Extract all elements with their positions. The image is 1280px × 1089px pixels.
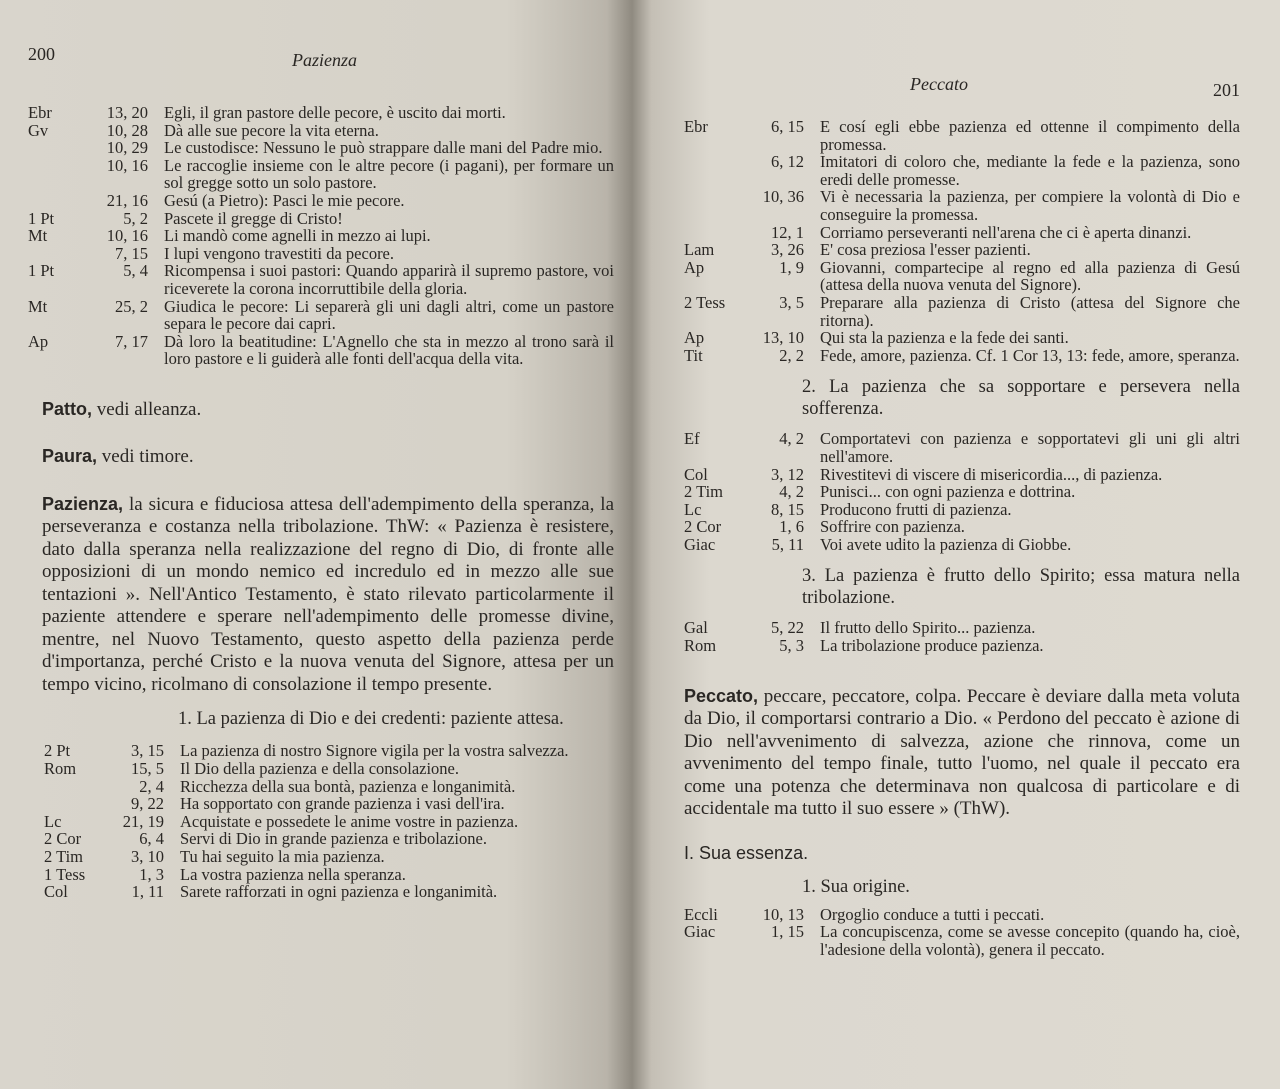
reference-book: Gal (684, 618, 708, 638)
reference-verse: 2, 2 (779, 345, 804, 365)
reference-list (28, 104, 614, 368)
reference-book: Giac (684, 534, 716, 554)
entry-text: vedi timore. (97, 446, 194, 468)
entry-patto (42, 398, 614, 422)
reference-text: Il frutto dello Spirito... pazienza. (820, 618, 1036, 638)
page-number: 201 (1213, 80, 1240, 100)
reference-book: Ap (28, 331, 49, 351)
reference-verse: 3, 15 (131, 741, 164, 761)
reference-list (28, 742, 614, 900)
reference-book: 2 Tess (684, 292, 726, 312)
reference-verse: 6, 15 (771, 117, 804, 136)
entry-head: Paura, (42, 446, 98, 467)
reference-verse: 9, 22 (131, 794, 164, 814)
reference-list (684, 430, 1240, 553)
reference-book: Ap (684, 328, 705, 348)
reference-list (684, 906, 1240, 959)
reference-book: Eccli (684, 904, 718, 924)
reference-book (28, 245, 80, 263)
reference-verse: 10, 36 (762, 187, 804, 207)
entry-text: vedi alleanza. (92, 398, 202, 420)
reference-text: Punisci... con ogni pazienza e dottrina. (820, 482, 1076, 502)
reference-verse: 3, 26 (771, 240, 804, 260)
reference-book (28, 157, 80, 192)
reference-book: 1 Pt (28, 208, 55, 228)
reference-text: La concupiscenza, come se avesse concepito (quando ha, cioè, l'adesione della volontà), genera il peccato. (820, 922, 1240, 959)
entry-pazienza (42, 493, 614, 697)
reference-verse: 10, 29 (106, 138, 148, 158)
reference-text: Imitatori di coloro che, mediante la fede e la pazienza, sono eredi delle promesse. (820, 152, 1240, 189)
reference-verse: 3, 10 (131, 846, 164, 866)
reference-book: 2 Tim (44, 846, 83, 866)
page-header (684, 68, 1240, 98)
reference-verse: 6, 12 (771, 152, 804, 172)
reference-book (28, 192, 80, 210)
reference-book (684, 188, 736, 223)
reference-verse: 21, 16 (106, 190, 148, 210)
reference-text: Rivestitevi di viscere di misericordia..., di pazienza. (820, 464, 1163, 484)
reference-verse: 3, 5 (779, 292, 804, 312)
reference-text: Dà loro la beatitudine: L'Agnello che sta in mezzo al trono sarà il loro pastore e li guiderà alle fonti dell'acqua della vita. (164, 331, 614, 369)
page-header (28, 44, 614, 74)
reference-verse: 15, 5 (131, 759, 164, 778)
reference-text: Li mandò come agnelli in mezzo ai lupi. (164, 226, 431, 246)
reference-text: La vostra pazienza nella speranza. (180, 864, 406, 884)
reference-verse: 5, 2 (123, 208, 148, 228)
entry-peccato (684, 685, 1240, 821)
reference-book: Lc (684, 499, 702, 519)
reference-text: Ricchezza della sua bontà, pazienza e longanimità. (180, 776, 516, 796)
reference-text: Gesú (a Pietro): Pasci le mie pecore. (164, 190, 405, 210)
reference-book: Lc (44, 811, 62, 831)
reference-text: Voi avete udito la pazienza di Giobbe. (820, 534, 1072, 554)
reference-book (28, 139, 80, 157)
reference-text: Ha sopportato con grande pazienza i vasi dell'ira. (180, 794, 505, 814)
reference-verse: 25, 2 (115, 296, 148, 316)
reference-book: Gv (28, 120, 49, 140)
reference-verse: 10, 16 (106, 226, 148, 246)
reference-text: Orgoglio conduce a tutti i peccati. (820, 904, 1045, 924)
entry-head: Patto, (42, 398, 93, 419)
reference-text: Pascete il gregge di Cristo! (164, 208, 343, 228)
reference-verse: 8, 15 (771, 499, 804, 519)
reference-text: Il Dio della pazienza e della consolazione. (180, 759, 459, 778)
reference-text: Producono frutti di pazienza. (820, 499, 1012, 519)
reference-verse: 5, 11 (771, 534, 804, 554)
reference-verse: 5, 22 (771, 618, 804, 638)
reference-book: 1 Tess (44, 864, 86, 884)
reference-verse: 21, 19 (122, 811, 164, 831)
entry-text: peccare, peccatore, colpa. Peccare è deviare dalla meta voluta da Dio, il comportarsi contrario a Dio. « Perdono del peccato è azione di Dio nell'avvenimento di salvezza, azione che rinnova, come un avvenimento del tempo finale, tutto l'uomo, nel quale il peccato era come una potenza che determinava non qualcosa di particolare e di accidentale ma tutto il suo essere » (ThW). (684, 685, 1240, 820)
reference-text: Ricompensa i suoi pastori: Quando apparirà il supremo pastore, voi riceverete la corona incorruttibile della gloria. (164, 261, 614, 298)
reference-text: Soffrire con pazienza. (820, 517, 965, 537)
section-heading: 1. La pazienza di Dio e dei credenti: paziente attesa. (178, 709, 564, 730)
reference-book: Ebr (28, 103, 52, 122)
section-heading: 2. La pazienza che sa sopportare e persevera nella sofferenza. (802, 377, 1240, 420)
subsection-heading: 1. Sua origine. (802, 876, 910, 897)
reference-verse: 7, 15 (115, 243, 148, 263)
reference-text: Le custodisce: Nessuno le può strappare dalle mani del Padre mio. (164, 138, 603, 158)
reference-book: Ef (684, 429, 700, 449)
reference-verse: 2, 4 (139, 776, 164, 796)
reference-text: E' cosa preziosa l'esser pazienti. (820, 240, 1031, 260)
reference-book: 2 Cor (684, 517, 722, 537)
entry-text: la sicura e fiduciosa attesa dell'adempimento della speranza, la perseveranza e costanza nella tribolazione. ThW: « Pazienza è resistere, dato dalla speranza nella realizzazione del regno di Dio, di fronte alle opposizioni di un mondo nemico ed incredulo ed in mezzo alle sue tentazioni ». Nell'Antico Testamento, è stato rilevato particolarmente il paziente attendere e sperare nell'adempimento delle promesse divine, mentre, nel Nuovo Testamento, questo aspetto della pazienza perde d'importanza, perché Cristo e la nuova venuta del Signore, attesa per un tempo vicino, ricolmano di consolazione il tempo presente. (42, 493, 614, 695)
reference-book: Rom (684, 636, 717, 656)
reference-verse: 10, 16 (106, 155, 148, 175)
part-heading: I. Sua essenza. (684, 842, 809, 863)
entry-paura (42, 445, 614, 469)
reference-book: 2 Pt (44, 741, 71, 761)
reference-book: Ap (684, 257, 705, 277)
reference-text: E cosí egli ebbe pazienza ed ottenne il compimento della promessa. (820, 117, 1240, 154)
reference-text: Servi di Dio in grande pazienza e tribolazione. (180, 829, 487, 849)
left-page (0, 0, 632, 1089)
reference-book: Col (44, 882, 68, 902)
right-page (632, 0, 1280, 1089)
reference-verse: 10, 28 (106, 120, 148, 140)
reference-book: Mt (28, 296, 48, 316)
reference-verse: 13, 10 (762, 328, 804, 348)
reference-verse: 4, 2 (779, 482, 804, 502)
running-title: Peccato (910, 74, 968, 94)
reference-book (44, 795, 96, 813)
section-heading: 3. La pazienza è frutto dello Spirito; essa matura nella tribolazione. (802, 566, 1240, 609)
reference-verse: 1, 11 (131, 882, 164, 902)
reference-text: Giudica le pecore: Li separerà gli uni dagli altri, come un pastore separa le pecore dai capri. (164, 296, 614, 334)
reference-book (684, 153, 736, 188)
reference-book: 2 Cor (44, 829, 82, 849)
reference-text: Egli, il gran pastore delle pecore, è uscito dai morti. (164, 103, 506, 122)
reference-book: Lam (684, 240, 715, 260)
reference-verse: 4, 2 (779, 429, 804, 449)
running-title: Pazienza (292, 50, 357, 70)
reference-text: Tu hai seguito la mia pazienza. (180, 846, 385, 866)
reference-text: Preparare alla pazienza di Cristo (attesa del Signore che ritorna). (820, 292, 1240, 330)
reference-text: La pazienza di nostro Signore vigila per la vostra salvezza. (180, 741, 569, 761)
reference-verse: 1, 6 (779, 517, 804, 537)
reference-verse: 13, 20 (106, 103, 148, 122)
reference-list (684, 118, 1240, 364)
reference-book: 2 Tim (684, 482, 723, 502)
reference-book (684, 224, 736, 242)
reference-text: Giovanni, compartecipe al regno ed alla pazienza di Gesú (attesa della nuova venuta del Signore). (820, 257, 1240, 295)
reference-text: Acquistate e possedete le anime vostre in pazienza. (180, 811, 519, 831)
reference-list (684, 619, 1240, 654)
reference-book: Giac (684, 922, 716, 942)
reference-text: Fede, amore, pazienza. Cf. 1 Cor 13, 13: fede, amore, speranza. (820, 345, 1240, 365)
reference-text: Le raccoglie insieme con le altre pecore (i pagani), per formare un sol gregge sotto un solo pastore. (164, 155, 614, 193)
reference-text: La tribolazione produce pazienza. (820, 636, 1044, 656)
reference-verse: 6, 4 (139, 829, 164, 849)
reference-verse: 12, 1 (771, 222, 804, 242)
reference-verse: 7, 17 (115, 331, 148, 351)
reference-text: Comportatevi con pazienza e sopportatevi gli uni gli altri nell'amore. (820, 429, 1240, 466)
reference-text: Sarete rafforzati in ogni pazienza e longanimità. (180, 882, 498, 902)
reference-book: Tit (684, 345, 703, 365)
reference-verse: 1, 3 (139, 864, 164, 884)
reference-book: 1 Pt (28, 261, 55, 281)
reference-book: Col (684, 464, 708, 484)
reference-verse: 10, 13 (762, 904, 804, 924)
reference-text: Dà alle sue pecore la vita eterna. (164, 120, 379, 140)
entry-head: Pazienza, (42, 493, 124, 514)
reference-book: Mt (28, 226, 48, 246)
reference-text: Qui sta la pazienza e la fede dei santi. (820, 328, 1069, 348)
page-number: 200 (28, 44, 55, 64)
reference-verse: 3, 12 (771, 464, 804, 484)
reference-text: Vi è necessaria la pazienza, per compiere la volontà di Dio e conseguire la promessa. (820, 187, 1240, 224)
reference-verse: 5, 3 (779, 636, 804, 656)
reference-verse: 5, 4 (123, 261, 148, 281)
entry-head: Peccato, (684, 685, 759, 706)
reference-verse: 1, 9 (779, 257, 804, 277)
reference-text: Corriamo perseveranti nell'arena che ci è aperta dinanzi. (820, 222, 1192, 242)
reference-book: Rom (44, 759, 77, 778)
reference-book (44, 778, 96, 796)
reference-book: Ebr (684, 117, 708, 136)
reference-text: I lupi vengono travestiti da pecore. (164, 243, 395, 263)
reference-verse: 1, 15 (771, 922, 804, 942)
